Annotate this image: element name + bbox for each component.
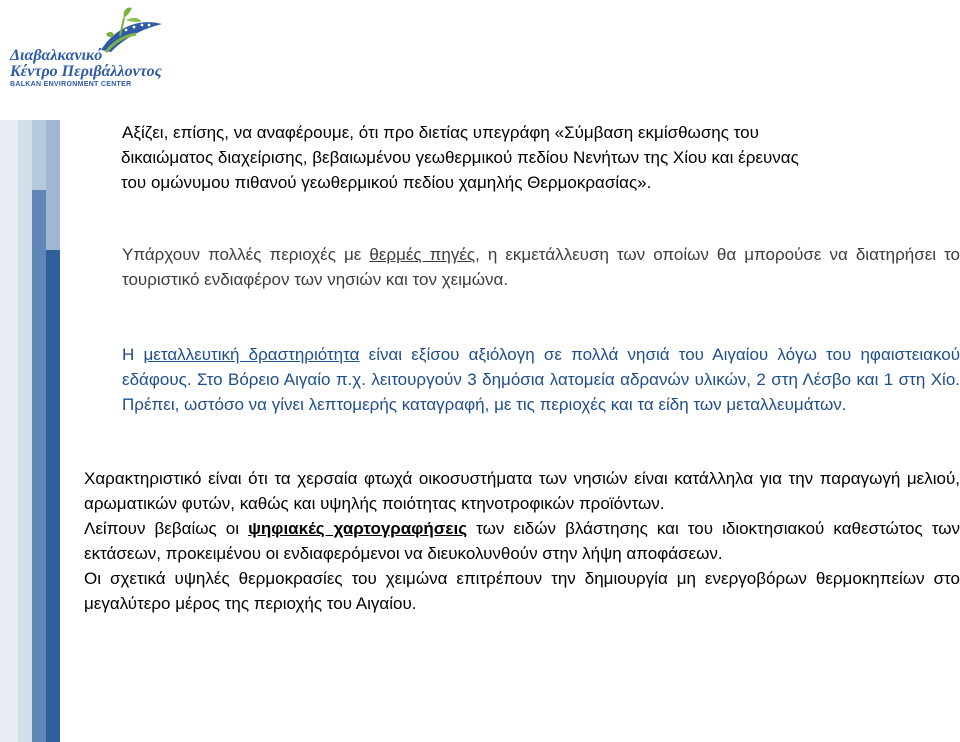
paragraph-1-line-1: Αξίζει, επίσης, να αναφέρουμε, ότι προ διετίας υπεγράφη «Σύμβαση εκμίσθωσης του <box>122 123 759 142</box>
paragraph-hot-springs <box>122 242 960 292</box>
paragraph-5-text-after: των ειδών βλάστησης και του ιδιοκτησιακού καθεστώτος των εκτάσεων, προκειμένου οι ενδιαφερόμενοι να διευκολυνθούν στην λήψη αποφάσεων. <box>84 519 960 563</box>
paragraph-2-text-before: Υπάρχουν πολλές περιοχές με <box>122 245 370 264</box>
paragraph-1-line-3: του ομώνυμου πιθανού γεωθερμικού πεδίου χαμηλής Θερμοκρασίας». <box>121 173 652 192</box>
paragraph-3-text-before: Η <box>122 345 144 364</box>
logo-subtitle: BALKAN ENVIRONMENT CENTER <box>10 81 132 88</box>
logo-line-2: Κέντρο Περιβάλλοντος <box>10 63 162 80</box>
decor-bar-4-top <box>46 120 60 250</box>
paragraph-3-text-after: είναι εξίσου αξιόλογη σε πολλά νησιά του Αιγαίου λόγω του ηφαιστειακού εδάφους. Στο Βόρειο Αιγαίο π.χ. λειτουργούν 3 δημόσια λατομεία αδρανών υλικών, 2 στη Λέσβο και 1 στη Χίο. Πρέπει, ωστόσο να γίνει λεπτομερής καταγραφή, με τις περιοχές και τα είδη των μεταλλευμάτων. <box>122 345 960 414</box>
paragraph-5-text-before: Λείπουν βεβαίως οι <box>84 519 249 538</box>
logo <box>6 6 166 88</box>
decor-bar-3 <box>32 190 46 742</box>
digital-mapping-text: ψηφιακές χαρτογραφήσεις <box>248 519 468 538</box>
decor-bar-3-top <box>32 120 46 190</box>
paragraph-group-agriculture <box>84 466 960 616</box>
decor-bar-1 <box>0 120 18 742</box>
decor-bar-2 <box>18 120 32 742</box>
paragraph-greenhouses: Οι σχετικά υψηλές θερμοκρασίες του χειμώνα επιτρέπουν την δημιουργία μη ενεργοβόρων θερμοκηπείων στο μεγαλύτερο μέρος της περιοχής του Αιγαίου. <box>84 569 960 613</box>
logo-line-1: Διαβαλκανικό <box>10 47 103 64</box>
decor-bar-4 <box>46 250 60 742</box>
paragraph-mining <box>122 342 960 417</box>
paragraph-geothermal-lease <box>122 120 960 195</box>
paragraph-2-text-after: , η εκμετάλλευση των οποίων θα μπορούσε να διατηρήσει το τουριστικό ενδιαφέρον των νησιών και τον χειμώνα. <box>122 245 960 289</box>
paragraph-honey-products: Χαρακτηριστικό είναι ότι τα χερσαία φτωχά οικοσυστήματα των νησιών είναι κατάλληλα για την παραγωγή μελιού, αρωματικών φυτών, καθώς και υψηλής ποιότητας κτηνοτροφικών προϊόντων. <box>84 469 960 513</box>
paragraph-1-line-2: δικαιώματος διαχείρισης, βεβαιωμένου γεωθερμικού πεδίου Νενήτων της Χίου και έρευνας <box>121 148 799 167</box>
mining-activity-text: μεταλλευτική δραστηριότητα <box>143 345 360 364</box>
hot-springs-link-text: θερμές πηγές <box>369 245 476 264</box>
paragraph-digital-mapping <box>84 516 960 566</box>
